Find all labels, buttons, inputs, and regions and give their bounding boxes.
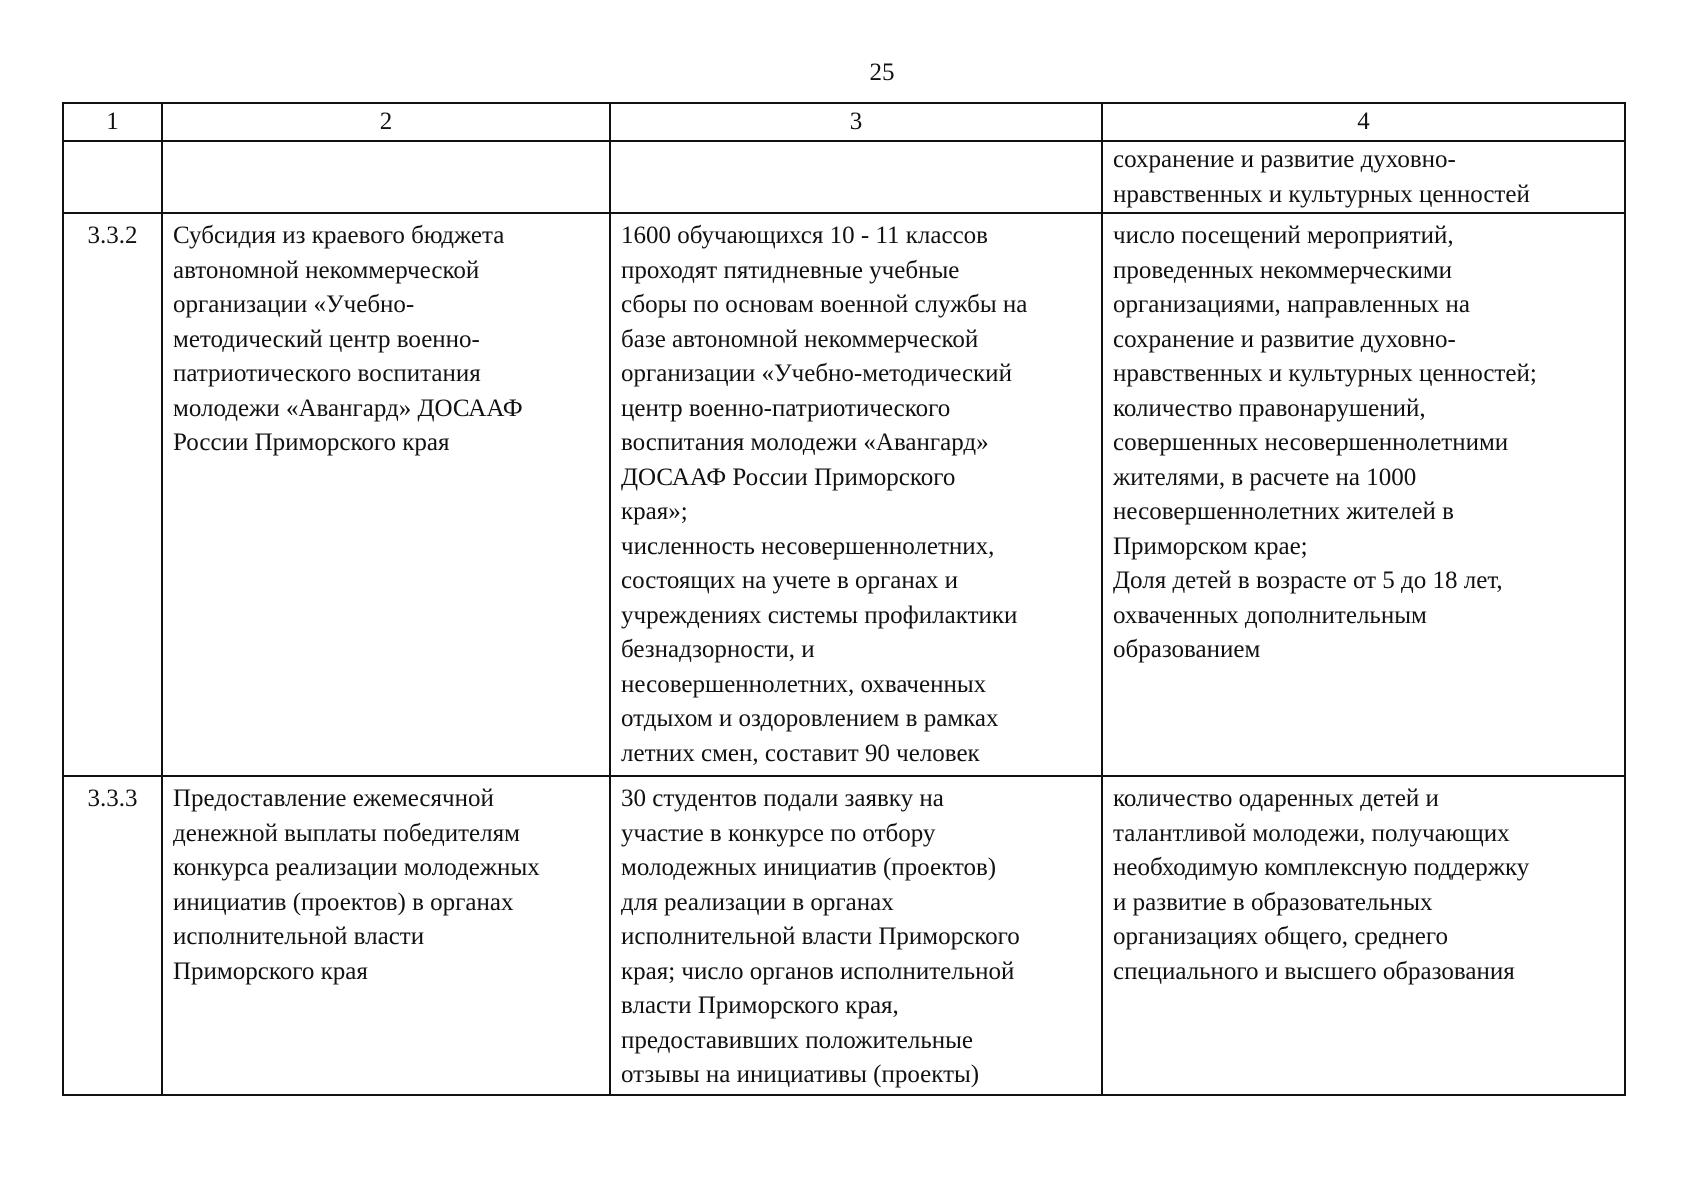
column-number-row	[63, 103, 1625, 141]
table-row	[63, 213, 1625, 776]
column-number-1: 1	[63, 103, 162, 141]
item-number-cell: 3.3.2	[63, 213, 162, 776]
table-row	[63, 776, 1625, 1095]
continuation-measure-cell	[162, 141, 610, 213]
measure-cell: Субсидия из краевого бюджета автономной некоммерческой организации «Учебно- методический центр военно- патриотического воспитания молодежи «Авангард» ДОСААФ России Приморского края	[162, 213, 610, 776]
continuation-number-cell	[63, 141, 162, 213]
indicator-cell: число посещений мероприятий, проведенных некоммерческими организациями, направленных на сохранение и развитие духовно- нравственных и культурных ценностей; количество правонарушений, совершенных несовершеннолетними жителями, в расчете на 1000 несовершеннолетних жителей в Приморском крае; Доля детей в возрасте от 5 до 18 лет, охваченных дополнительным образованием	[1102, 213, 1625, 776]
continuation-indicator-cell: сохранение и развитие духовно- нравственных и культурных ценностей	[1102, 141, 1625, 213]
column-number-3: 3	[610, 103, 1102, 141]
measure-cell: Предоставление ежемесячной денежной выплаты победителям конкурса реализации молодежных инициатив (проектов) в органах исполнительной власти Приморского края	[162, 776, 610, 1095]
page-number: 25	[869, 59, 895, 86]
indicator-cell: количество одаренных детей и талантливой молодежи, получающих необходимую комплексную поддержку и развитие в образовательных организациях общего, среднего специального и высшего образования	[1102, 776, 1625, 1095]
continuation-result-cell	[610, 141, 1102, 213]
column-number-4: 4	[1102, 103, 1625, 141]
column-number-2: 2	[162, 103, 610, 141]
result-cell: 1600 обучающихся 10 - 11 классов проходят пятидневные учебные сборы по основам военной службы на базе автономной некоммерческой организации «Учебно-методический центр военно-патриотического воспитания молодежи «Авангард» ДОСААФ России Приморского края»; численность несовершеннолетних, состоящих на учете в органах и учреждениях системы профилактики безнадзорности, и несовершеннолетних, охваченных отдыхом и оздоровлением в рамках летних смен, составит 90 человек	[610, 213, 1102, 776]
program-measures-table	[62, 102, 1626, 1096]
table-row-continuation	[63, 141, 1625, 213]
item-number-cell: 3.3.3	[63, 776, 162, 1095]
result-cell: 30 студентов подали заявку на участие в конкурсе по отбору молодежных инициатив (проектов) для реализации в органах исполнительной власти Приморского края; число органов исполнительной власти Приморского края, предоставивших положительные отзывы на инициативы (проекты)	[610, 776, 1102, 1095]
